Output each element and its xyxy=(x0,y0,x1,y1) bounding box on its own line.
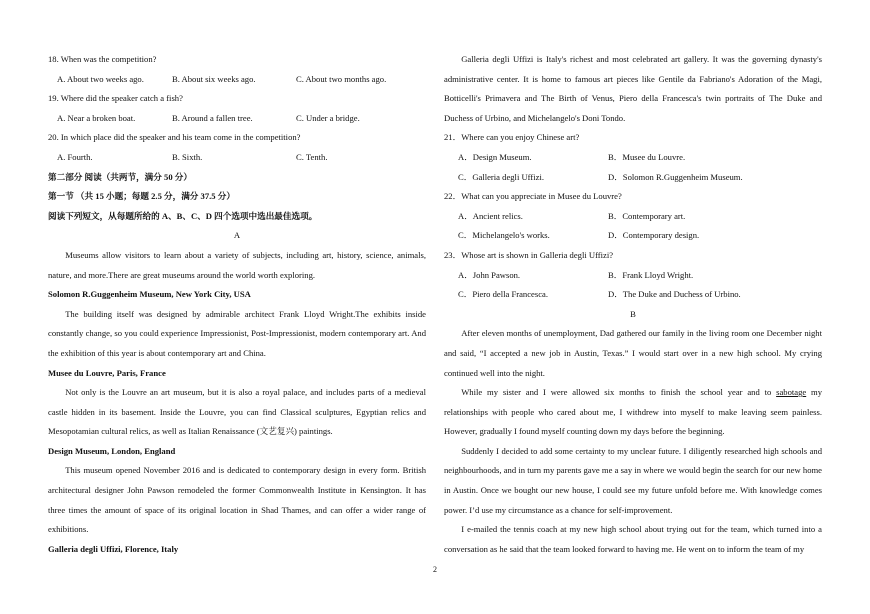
option-d: D．Solomon R.Guggenheim Museum. xyxy=(608,171,743,182)
option-c: C. Under a bridge. xyxy=(296,112,360,123)
question-22-options-row2 xyxy=(444,226,822,246)
question-22: 22．What can you appreciate in Musee du Louvre? xyxy=(444,191,622,202)
design-museum-paragraph: This museum opened November 2016 and is dedicated to contemporary design in every form. British architectural designer John Pawson remodeled the former Commonwealth Institute in Kensington. It has three times the amount of space of its original location in Shad Thames, and can offer a wider range of exhibitions. xyxy=(48,465,426,535)
question-19: 19. Where did the speaker catch a fish? xyxy=(48,93,183,104)
passage-b-paragraph-4: I e-mailed the tennis coach at my new high school about trying out for the team, which turned into a conversation as he said that the team looked forward to having me. He went on to inform the team of my xyxy=(444,524,822,554)
option-b: B. Sixth. xyxy=(172,151,203,162)
guggenheim-paragraph: The building itself was designed by admirable architect Frank Lloyd Wright.The exhibits inside constantly change, so you could experience Impressionist, Post-Impressionist, modern contemporary art. And the exhibition of this year is about contemporary art and China. xyxy=(48,308,426,358)
passage-b-paragraph-3: Suddenly I decided to add some certainty to my unclear future. I diligently researched high schools and neighbourhoods, and in turn my parents gave me a say in where we would begin the search for our new home in Austin. Once we bought our new house, I could see my future unfold before me. With knowledge comes power. I’d use my circumstance as a chance for self-improvement. xyxy=(444,445,822,515)
option-a: A. Near a broken boat. xyxy=(57,112,136,123)
option-d: D．Contemporary design. xyxy=(608,230,700,241)
option-c: C．Piero della Francesca. xyxy=(458,289,548,300)
page-number: 2 xyxy=(433,565,437,574)
left-column xyxy=(48,50,426,559)
passage-b-label: B xyxy=(630,308,636,319)
option-b: B．Contemporary art. xyxy=(608,210,686,221)
uffizi-paragraph: Galleria degli Uffizi is Italy's richest and most celebrated art gallery. It was the governing dynasty's administrative center. It is home to famous art pieces like Gentile da Fabriano's Adoration of the Magi, Botticelli's Primavera and The Birth of Venus, Piero della Francesca's twin portraits of The Duke and Duchess of Urbino, and Michelangelo's Doni Tondo. xyxy=(444,54,822,123)
passage-b-paragraph-2 xyxy=(444,383,822,442)
option-b: B. Around a fallen tree. xyxy=(172,112,253,123)
louvre-paragraph: Not only is the Louvre an art museum, but it is also a royal palace, and includes parts of a medieval castle hidden in its basement. Inside the Louvre, you can find Classical sculptures, Egyptian relics and Mesopotamian cultural relics, as well as Italian Renaissance (文艺复兴) paintings. xyxy=(48,387,426,437)
question-23-options-row1 xyxy=(444,266,822,286)
museum-heading-uffizi: Galleria degli Uffizi, Florence, Italy xyxy=(48,543,179,554)
question-18-options xyxy=(48,70,426,90)
question-23: 23．Whose art is shown in Galleria degli Uffizi? xyxy=(444,249,614,260)
part-two-heading: 第二部分 阅读（共两节，满分 50 分） xyxy=(48,171,192,182)
option-a: A．John Pawson. xyxy=(458,269,521,280)
passage-a-intro: Museums allow visitors to learn about a variety of subjects, including art, history, science, animals, nature, and more.There are great museums around the world worth exploring. xyxy=(48,249,426,280)
right-column xyxy=(444,50,822,559)
passage-a-label: A xyxy=(233,230,241,241)
option-d: D．The Duke and Duchess of Urbino. xyxy=(608,289,741,300)
question-18: 18. When was the competition? xyxy=(48,54,157,64)
museum-heading-design: Design Museum, London, England xyxy=(48,445,176,456)
option-a: A．Design Museum. xyxy=(458,151,532,162)
paragraph-text: While my sister and I were allowed six months to finish the school year and to xyxy=(461,387,777,398)
museum-heading-guggenheim: Solomon R.Guggenheim Museum, New York City, USA xyxy=(48,289,251,300)
question-19-options xyxy=(48,109,426,129)
option-c: C. About two months ago. xyxy=(296,73,387,84)
option-b: B．Musee du Louvre. xyxy=(608,151,686,162)
option-c: C. Tenth. xyxy=(296,151,328,162)
question-21-options-row2 xyxy=(444,168,822,188)
question-22-options-row1 xyxy=(444,207,822,227)
question-20: 20. In which place did the speaker and his team come in the competition? xyxy=(48,132,301,143)
paragraph-text: my relationships with people who cared about me, I withdrew into myself to make leaving seem painless. However, gradually I found myself counting down my days before the beginning. xyxy=(444,387,822,437)
option-a: A. About two weeks ago. xyxy=(57,73,144,84)
museum-heading-louvre: Musee du Louvre, Paris, France xyxy=(48,367,166,378)
section-one-heading: 第一节 （共 15 小题；每题 2.5 分，满分 37.5 分） xyxy=(48,191,235,202)
underlined-word: sabotage xyxy=(776,387,807,398)
option-c: C．Michelangelo's works. xyxy=(458,230,550,241)
question-21-options-row1 xyxy=(444,148,822,168)
option-b: B. About six weeks ago. xyxy=(172,73,256,84)
option-a: A．Ancient relics. xyxy=(458,210,523,221)
option-a: A. Fourth. xyxy=(57,151,93,162)
question-20-options xyxy=(48,148,426,168)
question-23-options-row2 xyxy=(444,285,822,305)
reading-instruction: 阅读下列短文，从每题所给的 A、B、C、D 四个选项中选出最佳选项。 xyxy=(48,210,318,221)
passage-b-paragraph-1: After eleven months of unemployment, Dad gathered our family in the living room one December night and said, “I accepted a new job in Austin, Texas.” I would start over in a new high school. My crying continued well into the night. xyxy=(444,328,822,378)
question-21: 21．Where can you enjoy Chinese art? xyxy=(444,132,580,143)
option-c: C．Galleria degli Uffizi. xyxy=(458,171,544,182)
option-b: B．Frank Lloyd Wright. xyxy=(608,269,694,280)
